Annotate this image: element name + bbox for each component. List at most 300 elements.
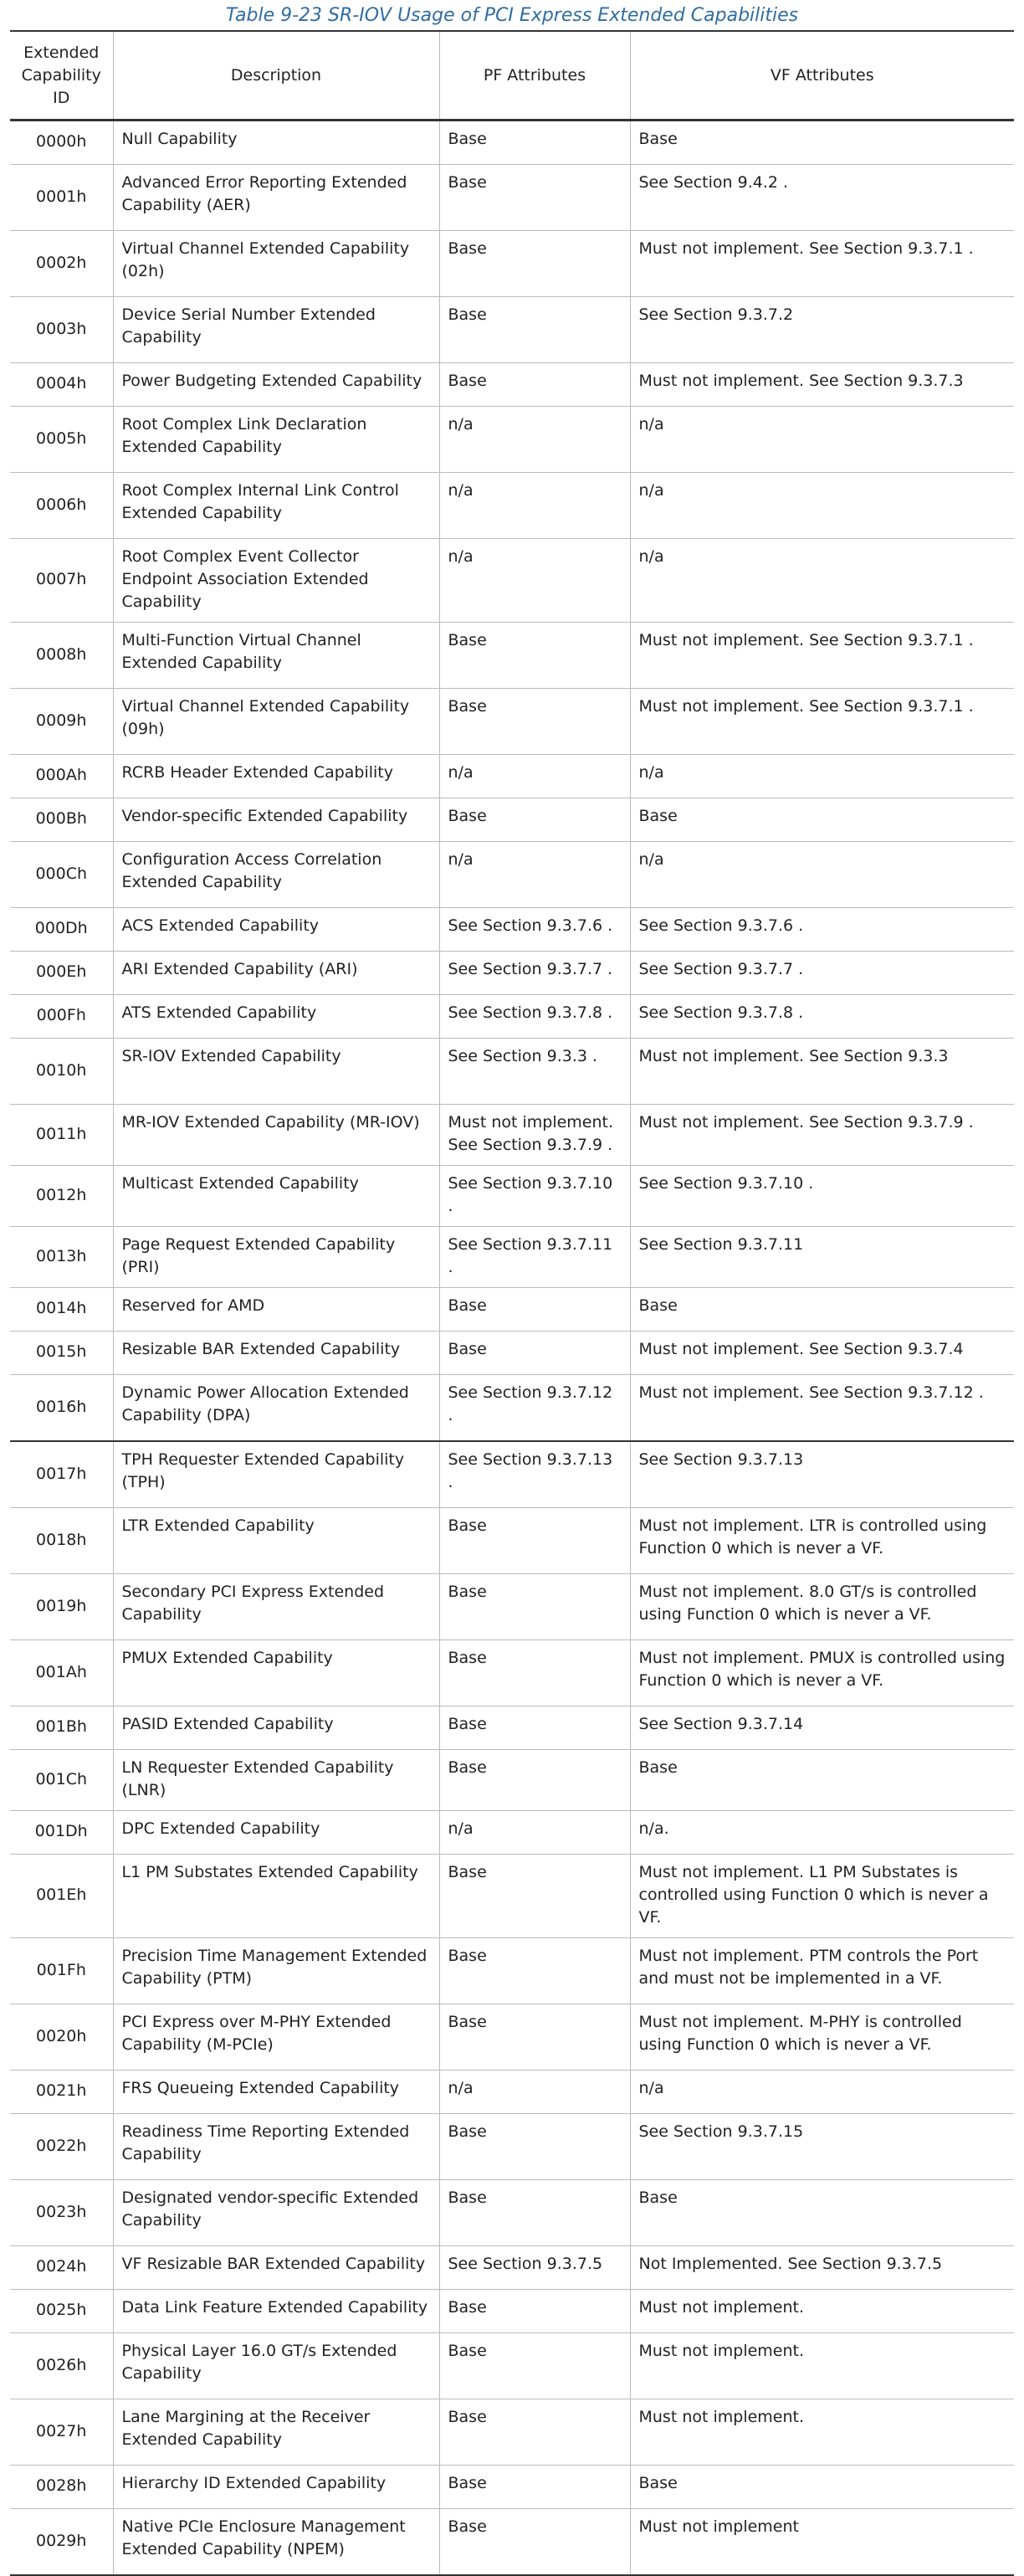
capability-id-cell (10, 2071, 113, 2114)
capability-id-cell (10, 1706, 113, 1750)
description-cell-text: Advanced Error Reporting Extended Capability (AER) (121, 173, 407, 214)
vf-attributes-cell-text: Must not implement. See Section 9.3.7.3 (638, 372, 964, 390)
description-cell (113, 1938, 439, 2004)
description-cell (113, 842, 439, 908)
vf-attributes-cell-text: See Section 9.3.7.7 . (638, 960, 804, 978)
pf-attributes-cell-text: Base (448, 1947, 487, 1965)
capability-id-cell (10, 1166, 113, 1227)
pf-attributes-cell-text: Base (448, 2298, 487, 2317)
capability-id-cell-text: 001Ch (35, 1769, 88, 1788)
capability-id-cell (10, 2246, 113, 2290)
vf-attributes-cell (630, 908, 1014, 952)
capability-id-cell (10, 363, 113, 407)
description-cell (113, 1227, 439, 1288)
capability-id-cell (10, 407, 113, 473)
vf-attributes-cell (630, 952, 1014, 995)
vf-attributes-cell-text: Must not implement. See Section 9.3.7.1 . (638, 239, 974, 258)
pf-attributes-cell (439, 755, 630, 798)
vf-attributes-cell-text: n/a. (638, 1819, 669, 1838)
description-cell (113, 297, 439, 363)
description-cell (113, 2466, 439, 2509)
capability-id-cell (10, 1574, 113, 1640)
capability-id-cell-text: 000Ch (35, 864, 88, 883)
description-cell-text: Designated vendor-specific Extended Capability (121, 2189, 419, 2230)
vf-attributes-cell (630, 1855, 1014, 1938)
description-cell (113, 2114, 439, 2180)
pf-attributes-cell-text: Base (448, 2474, 487, 2492)
table-row (10, 2180, 1014, 2246)
pf-attributes-cell (439, 2290, 630, 2333)
vf-attributes-cell (630, 1039, 1014, 1105)
vf-attributes-cell-text: n/a (638, 415, 664, 434)
description-cell-text: Virtual Channel Extended Capability (09h) (121, 697, 410, 738)
description-cell-text: FRS Queueing Extended Capability (121, 2079, 400, 2097)
description-cell-text: LTR Extended Capability (121, 1516, 315, 1535)
capability-id-cell-text: 001Bh (35, 1717, 87, 1736)
vf-attributes-cell-text: Must not implement. See Section 9.3.7.4 (638, 1340, 964, 1358)
pf-attributes-cell-text: n/a (448, 850, 474, 869)
description-cell-text: TPH Requester Extended Capability (TPH) (121, 1450, 405, 1491)
table-row (10, 2114, 1014, 2180)
pf-attributes-cell-text: n/a (448, 2079, 474, 2097)
description-cell (113, 539, 439, 623)
vf-attributes-cell (630, 231, 1014, 297)
pf-attributes-cell (439, 798, 630, 842)
capability-id-cell (10, 1288, 113, 1332)
description-cell (113, 2246, 439, 2290)
vf-attributes-cell-text: n/a (638, 547, 664, 566)
pf-attributes-cell (439, 165, 630, 231)
vf-attributes-cell (630, 2399, 1014, 2466)
capability-id-cell-text: 000Eh (36, 962, 87, 981)
capability-id-cell (10, 689, 113, 755)
pf-attributes-cell-text: Base (448, 1863, 487, 1881)
vf-attributes-cell-text: Must not implement. See Section 9.3.7.1 . (638, 697, 974, 716)
vf-attributes-cell (630, 121, 1014, 165)
vf-attributes-cell-text: See Section 9.3.7.14 (638, 1715, 804, 1733)
capability-id-cell-text: 000Dh (34, 919, 88, 937)
description-cell-text: PMUX Extended Capability (121, 1649, 333, 1667)
description-cell-text: ARI Extended Capability (ARI) (121, 960, 358, 978)
pf-attributes-cell (439, 1811, 630, 1855)
vf-attributes-cell-text: Must not implement. See Section 9.3.7.1 . (638, 631, 974, 649)
vf-attributes-cell-text: Must not implement. See Section 9.3.3 (638, 1047, 949, 1065)
description-cell-text: Native PCIe Enclosure Management Extended Capability (NPEM) (121, 2517, 406, 2558)
capability-id-cell (10, 2290, 113, 2333)
vf-attributes-cell (630, 297, 1014, 363)
table-row (10, 1706, 1014, 1750)
capability-id-cell-text: 0013h (36, 1246, 87, 1265)
pf-attributes-cell (439, 1375, 630, 1442)
description-cell-text: VF Resizable BAR Extended Capability (121, 2255, 426, 2273)
extended-capabilities-table (10, 30, 1014, 2576)
description-cell (113, 1166, 439, 1227)
description-cell-text: Vendor-specific Extended Capability (121, 807, 408, 825)
capability-id-cell-text: 0024h (36, 2257, 87, 2276)
description-cell-text: Resizable BAR Extended Capability (121, 1340, 401, 1358)
description-cell (113, 623, 439, 689)
capability-id-cell (10, 755, 113, 798)
table-row (10, 2466, 1014, 2509)
description-cell-text: Readiness Time Reporting Extended Capability (121, 2122, 410, 2163)
pf-attributes-cell-text: See Section 9.3.7.6 . (448, 916, 613, 935)
vf-attributes-cell-text: Base (638, 1758, 678, 1777)
table-row (10, 1508, 1014, 1574)
pf-attributes-cell-text: n/a (448, 481, 474, 500)
header-description: Description (113, 31, 439, 121)
capability-id-cell-text: 001Fh (36, 1960, 86, 1979)
pf-attributes-cell (439, 407, 630, 473)
pf-attributes-cell-text: Base (448, 372, 487, 390)
description-cell (113, 1640, 439, 1706)
table-row (10, 995, 1014, 1039)
vf-attributes-cell (630, 2509, 1014, 2576)
description-cell-text: Multicast Extended Capability (121, 1174, 359, 1193)
vf-attributes-cell (630, 2071, 1014, 2114)
description-cell (113, 1039, 439, 1105)
capability-id-cell-text: 0011h (36, 1124, 87, 1143)
capability-id-cell-text: 0004h (36, 374, 87, 393)
vf-attributes-cell (630, 2180, 1014, 2246)
vf-attributes-cell (630, 363, 1014, 407)
vf-attributes-cell (630, 2004, 1014, 2071)
description-cell (113, 2333, 439, 2399)
description-cell-text: Physical Layer 16.0 GT/s Extended Capability (121, 2342, 397, 2383)
pf-attributes-cell (439, 908, 630, 952)
capability-id-cell (10, 297, 113, 363)
table-row (10, 363, 1014, 407)
vf-attributes-cell-text: Must not implement. LTR is controlled using Function 0 which is never a VF. (638, 1516, 987, 1557)
description-cell-text: ATS Extended Capability (121, 1003, 317, 1022)
pf-attributes-cell-text: See Section 9.3.7.12 . (448, 1383, 613, 1424)
vf-attributes-cell (630, 689, 1014, 755)
table-row (10, 755, 1014, 798)
table-row (10, 842, 1014, 908)
description-cell-text: Null Capability (121, 130, 238, 148)
vf-attributes-cell (630, 2246, 1014, 2290)
table-row (10, 623, 1014, 689)
table-row (10, 2509, 1014, 2576)
capability-id-cell-text: 0025h (36, 2301, 87, 2319)
table-row (10, 2004, 1014, 2071)
capability-id-cell-text: 0015h (36, 1342, 87, 1361)
pf-attributes-cell-text: n/a (448, 763, 474, 782)
pf-attributes-cell-text: Base (448, 1583, 487, 1601)
pf-attributes-cell (439, 842, 630, 908)
description-cell-text: Root Complex Internal Link Control Extended Capability (121, 481, 399, 522)
vf-attributes-cell-text: Not Implemented. See Section 9.3.7.5 (638, 2255, 943, 2273)
capability-id-cell (10, 473, 113, 539)
capability-id-cell-text: 0016h (36, 1397, 87, 1416)
vf-attributes-cell (630, 623, 1014, 689)
capability-id-cell-text: 0027h (36, 2421, 87, 2440)
description-cell (113, 407, 439, 473)
description-cell (113, 2071, 439, 2114)
vf-attributes-cell (630, 1288, 1014, 1332)
capability-id-cell-text: 0007h (36, 570, 87, 588)
table-row (10, 1227, 1014, 1288)
vf-attributes-cell (630, 2333, 1014, 2399)
pf-attributes-cell-text: See Section 9.3.7.5 (448, 2255, 603, 2273)
pf-attributes-cell-text: See Section 9.3.7.8 . (448, 1003, 613, 1022)
capability-id-cell (10, 1332, 113, 1375)
description-cell-text: Lane Margining at the Receiver Extended Capability (121, 2408, 371, 2449)
pf-attributes-cell-text: Base (448, 1340, 487, 1358)
capability-id-cell-text: 0002h (36, 253, 87, 272)
pf-attributes-cell-text: n/a (448, 1819, 474, 1838)
table-row (10, 1332, 1014, 1375)
vf-attributes-cell-text: Must not implement. See Section 9.3.7.9 . (638, 1113, 974, 1131)
pf-attributes-cell (439, 231, 630, 297)
pf-attributes-cell-text: n/a (448, 547, 474, 566)
description-cell-text: L1 PM Substates Extended Capability (121, 1863, 418, 1881)
description-cell-text: Virtual Channel Extended Capability (02h) (121, 239, 410, 280)
description-cell (113, 121, 439, 165)
pf-attributes-cell-text: Base (448, 239, 487, 258)
table-row (10, 1855, 1014, 1938)
vf-attributes-cell-text: Must not implement. PTM controls the Port and must not be implemented in a VF. (638, 1947, 979, 1988)
pf-attributes-cell (439, 1706, 630, 1750)
pf-attributes-cell (439, 1441, 630, 1508)
vf-attributes-cell-text: Base (638, 130, 678, 148)
vf-attributes-cell (630, 407, 1014, 473)
description-cell (113, 2399, 439, 2466)
table-header-row (10, 31, 1014, 121)
capability-id-cell-text: 000Ah (35, 766, 87, 784)
description-cell (113, 1441, 439, 1508)
capability-id-cell (10, 2399, 113, 2466)
table-row (10, 2399, 1014, 2466)
header-pf-attributes: PF Attributes (439, 31, 630, 121)
description-cell-text: PCI Express over M-PHY Extended Capability (M-PCIe) (121, 2013, 392, 2054)
vf-attributes-cell (630, 1166, 1014, 1227)
pf-attributes-cell (439, 1288, 630, 1332)
description-cell (113, 1508, 439, 1574)
pf-attributes-cell (439, 1166, 630, 1227)
pf-attributes-cell (439, 1855, 630, 1938)
vf-attributes-cell-text: Must not implement. PMUX is controlled using Function 0 which is never a VF. (638, 1649, 1006, 1690)
capability-id-cell (10, 2114, 113, 2180)
description-cell (113, 689, 439, 755)
pf-attributes-cell-text: n/a (448, 415, 474, 434)
vf-attributes-cell-text: See Section 9.3.7.8 . (638, 1003, 804, 1022)
vf-attributes-cell (630, 995, 1014, 1039)
vf-attributes-cell-text: Must not implement. 8.0 GT/s is controlled using Function 0 which is never a VF. (638, 1583, 977, 1624)
table-row (10, 908, 1014, 952)
description-cell-text: PASID Extended Capability (121, 1715, 334, 1733)
vf-attributes-cell (630, 1508, 1014, 1574)
capability-id-cell (10, 1750, 113, 1811)
table-row (10, 231, 1014, 297)
vf-attributes-cell (630, 1375, 1014, 1442)
capability-id-cell (10, 165, 113, 231)
table-row (10, 2333, 1014, 2399)
capability-id-cell-text: 0005h (36, 428, 87, 448)
capability-id-cell-text: 0008h (36, 644, 87, 664)
capability-id-cell (10, 231, 113, 297)
table-row (10, 121, 1014, 165)
vf-attributes-cell (630, 473, 1014, 539)
capability-id-cell-text: 0023h (36, 2202, 87, 2221)
description-cell (113, 798, 439, 842)
description-cell (113, 363, 439, 407)
vf-attributes-cell-text: See Section 9.3.7.15 (638, 2122, 804, 2141)
pf-attributes-cell-text: See Section 9.3.7.13 . (448, 1450, 613, 1491)
pf-attributes-cell (439, 1574, 630, 1640)
description-cell (113, 1811, 439, 1855)
pf-attributes-cell-text: Base (448, 1758, 487, 1777)
table-row (10, 1574, 1014, 1640)
vf-attributes-cell (630, 1105, 1014, 1166)
pf-attributes-cell (439, 539, 630, 623)
vf-attributes-cell-text: Must not implement. M-PHY is controlled using Function 0 which is never a VF. (638, 2013, 962, 2054)
description-cell (113, 1288, 439, 1332)
description-cell (113, 995, 439, 1039)
vf-attributes-cell-text: Base (638, 807, 678, 825)
description-cell (113, 1855, 439, 1938)
capability-id-cell-text: 0018h (36, 1530, 87, 1549)
vf-attributes-cell-text: n/a (638, 481, 664, 500)
capability-id-cell-text: 0026h (36, 2355, 87, 2374)
pf-attributes-cell-text: Base (448, 1649, 487, 1667)
vf-attributes-cell (630, 1441, 1014, 1508)
table-row (10, 407, 1014, 473)
vf-attributes-cell (630, 1227, 1014, 1288)
capability-id-cell-text: 0000h (36, 132, 87, 151)
description-cell-text: Multi-Function Virtual Channel Extended Capability (121, 631, 361, 672)
capability-id-cell (10, 1508, 113, 1574)
table-row (10, 2290, 1014, 2333)
vf-attributes-cell (630, 165, 1014, 231)
vf-attributes-cell-text: Must not implement. (638, 2408, 805, 2426)
capability-id-cell (10, 908, 113, 952)
vf-attributes-cell-text: See Section 9.4.2 . (638, 173, 789, 192)
description-cell (113, 1332, 439, 1375)
capability-id-cell (10, 623, 113, 689)
table-row (10, 1640, 1014, 1706)
pf-attributes-cell-text: Base (448, 2013, 487, 2031)
capability-id-cell (10, 1375, 113, 1442)
table-row (10, 539, 1014, 623)
table-row (10, 1288, 1014, 1332)
description-cell-text: Device Serial Number Extended Capability (121, 305, 376, 346)
capability-id-cell-text: 000Bh (35, 809, 87, 828)
pf-attributes-cell (439, 2466, 630, 2509)
pf-attributes-cell-text: Base (448, 173, 487, 192)
vf-attributes-cell-text: n/a (638, 850, 664, 869)
pf-attributes-cell-text: Must not implement. See Section 9.3.7.9 . (448, 1113, 614, 1154)
capability-id-cell-text: 0022h (36, 2136, 87, 2155)
capability-id-cell-text: 0028h (36, 2476, 87, 2495)
table-caption: Table 9-23 SR-IOV Usage of PCI Express Extended Capabilities (225, 5, 799, 26)
pf-attributes-cell-text: See Section 9.3.7.7 . (448, 960, 613, 978)
pf-attributes-cell (439, 2333, 630, 2399)
pf-attributes-cell (439, 2180, 630, 2246)
table-row (10, 952, 1014, 995)
pf-attributes-cell-text: Base (448, 2517, 487, 2536)
pf-attributes-cell-text: Base (448, 1516, 487, 1535)
pf-attributes-cell-text: Base (448, 2189, 487, 2207)
capability-id-cell-text: 0003h (36, 319, 87, 338)
capability-id-cell (10, 1105, 113, 1166)
table-row (10, 2246, 1014, 2290)
description-cell (113, 952, 439, 995)
vf-attributes-cell-text: See Section 9.3.7.13 (638, 1450, 804, 1469)
pf-attributes-cell (439, 2071, 630, 2114)
vf-attributes-cell-text: n/a (638, 763, 664, 782)
capability-id-cell-text: 0019h (36, 1596, 87, 1615)
pf-attributes-cell (439, 2246, 630, 2290)
vf-attributes-cell (630, 1811, 1014, 1855)
pf-attributes-cell (439, 1039, 630, 1105)
header-capability-id: Extended Capability ID (10, 31, 113, 121)
vf-attributes-cell-text: See Section 9.3.7.10 . (638, 1174, 814, 1193)
capability-id-cell (10, 952, 113, 995)
description-cell-text: DPC Extended Capability (121, 1819, 320, 1838)
vf-attributes-cell (630, 2466, 1014, 2509)
vf-attributes-cell (630, 798, 1014, 842)
pf-attributes-cell (439, 1105, 630, 1166)
capability-id-cell-text: 0017h (36, 1464, 87, 1483)
capability-id-cell (10, 2509, 113, 2576)
pf-attributes-cell (439, 1508, 630, 1574)
description-cell-text: Reserved for AMD (121, 1296, 265, 1315)
description-cell (113, 755, 439, 798)
table-row (10, 297, 1014, 363)
capability-id-cell (10, 539, 113, 623)
vf-attributes-cell-text: Base (638, 1296, 678, 1315)
pf-attributes-cell (439, 995, 630, 1039)
table-row (10, 798, 1014, 842)
table-row (10, 1105, 1014, 1166)
capability-id-cell (10, 1039, 113, 1105)
pf-attributes-cell (439, 952, 630, 995)
vf-attributes-cell-text: Must not implement. (638, 2342, 805, 2360)
description-cell (113, 1375, 439, 1442)
description-cell (113, 165, 439, 231)
vf-attributes-cell-text: Base (638, 2474, 678, 2492)
pf-attributes-cell-text: Base (448, 130, 487, 148)
description-cell-text: LN Requester Extended Capability (LNR) (121, 1758, 394, 1799)
description-cell (113, 231, 439, 297)
pf-attributes-cell-text: Base (448, 1296, 487, 1315)
capability-id-cell (10, 1811, 113, 1855)
header-vf-attributes: VF Attributes (630, 31, 1014, 121)
description-cell (113, 2004, 439, 2071)
capability-id-cell (10, 995, 113, 1039)
pf-attributes-cell (439, 2114, 630, 2180)
vf-attributes-cell (630, 1706, 1014, 1750)
vf-attributes-cell-text: See Section 9.3.7.6 . (638, 916, 804, 935)
pf-attributes-cell-text: Base (448, 2342, 487, 2360)
description-cell-text: Secondary PCI Express Extended Capability (121, 1583, 384, 1624)
description-cell-text: Hierarchy ID Extended Capability (121, 2474, 387, 2492)
capability-id-cell-text: 0020h (36, 2026, 87, 2045)
pf-attributes-cell (439, 121, 630, 165)
description-cell-text: Power Budgeting Extended Capability (121, 372, 422, 390)
pf-attributes-cell-text: Base (448, 807, 487, 825)
description-cell-text: Root Complex Link Declaration Extended Capability (121, 415, 367, 456)
table-row (10, 165, 1014, 231)
description-cell (113, 1574, 439, 1640)
pf-attributes-cell (439, 363, 630, 407)
description-cell (113, 2509, 439, 2576)
vf-attributes-cell (630, 842, 1014, 908)
description-cell (113, 908, 439, 952)
description-cell-text: Root Complex Event Collector Endpoint Association Extended Capability (121, 547, 369, 611)
vf-attributes-cell-text: See Section 9.3.7.2 (638, 305, 794, 324)
description-cell (113, 1706, 439, 1750)
